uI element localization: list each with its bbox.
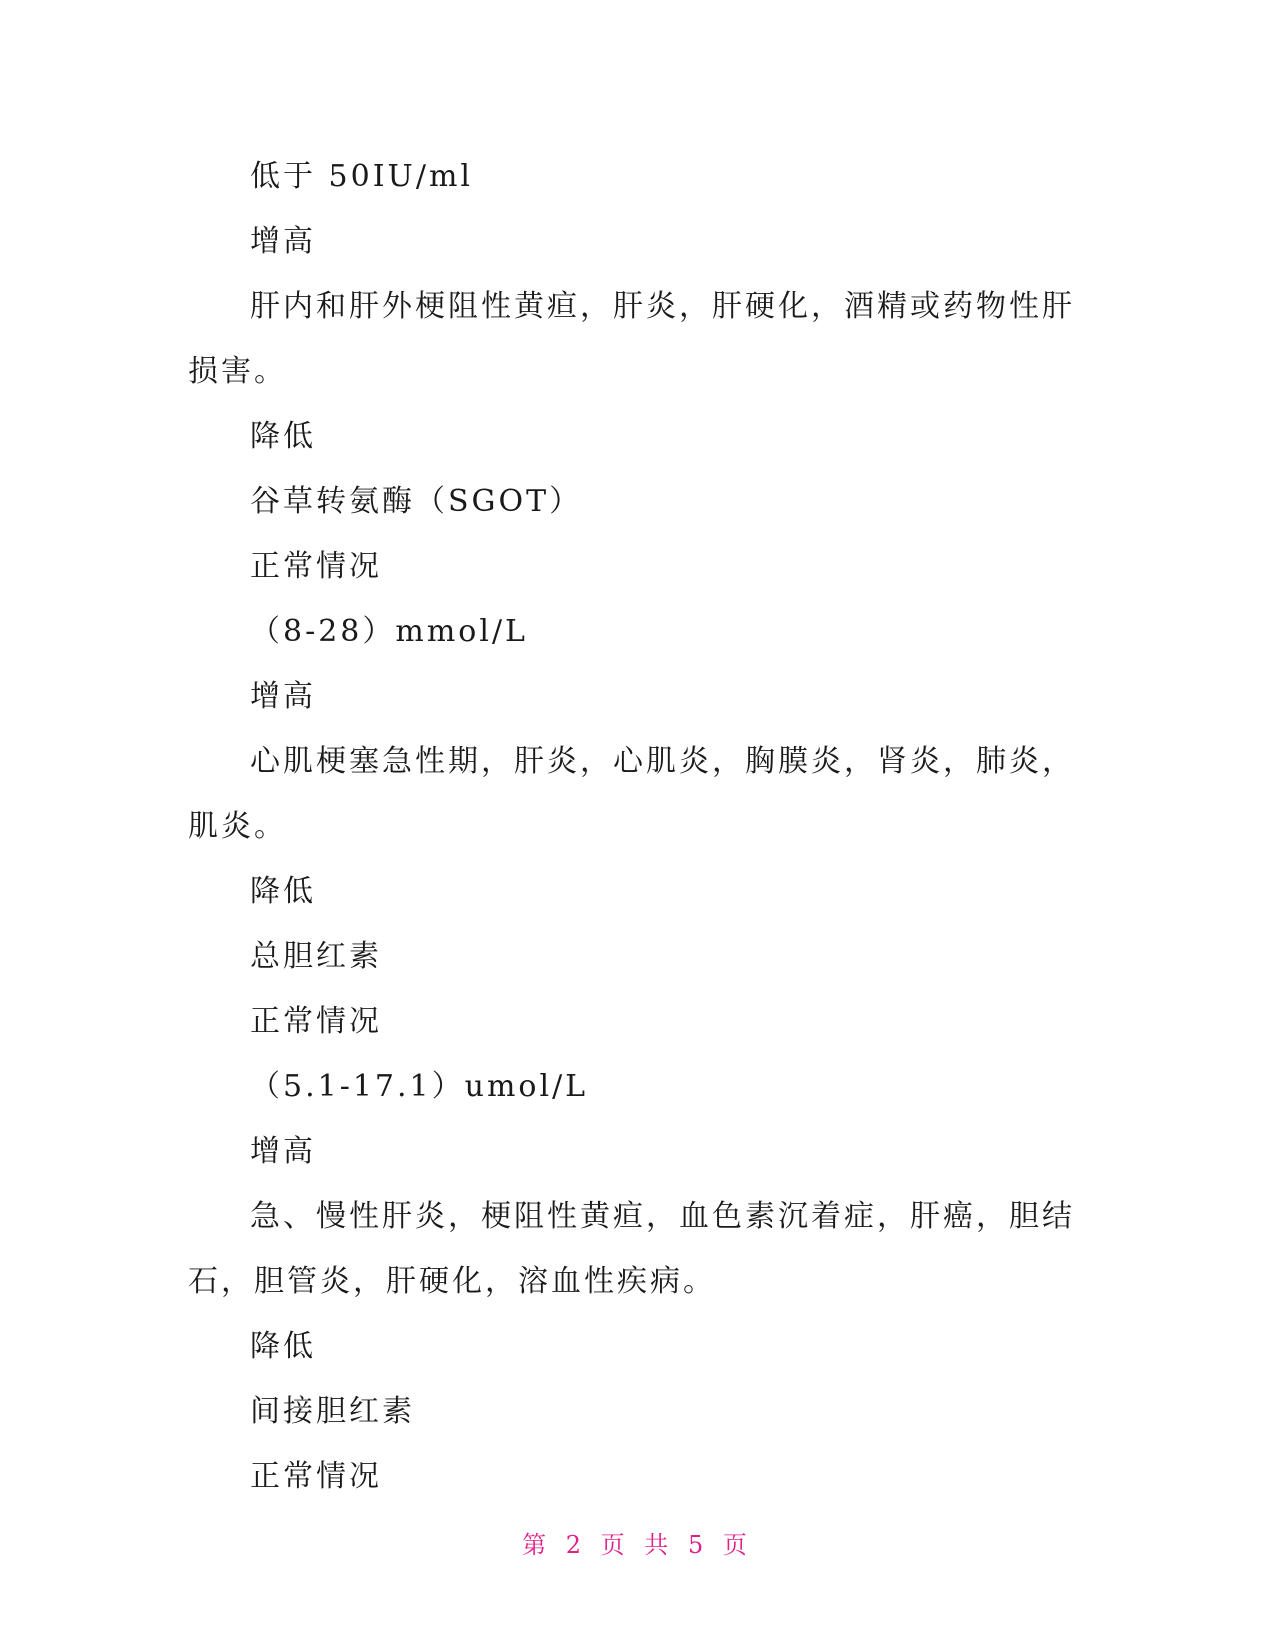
paragraph: 增高 bbox=[250, 679, 316, 714]
paragraph: （8-28）mmol/L bbox=[250, 614, 528, 649]
page-footer bbox=[0, 1530, 1275, 1560]
footer-prefix: 第 bbox=[522, 1531, 553, 1559]
paragraph: 增高 bbox=[250, 224, 316, 259]
paragraph: 急、慢性肝炎，梗阻性黄疸，血色素沉着症，肝癌，胆结石，胆管炎，肝硬化，溶血性疾病。 bbox=[188, 1199, 1075, 1299]
paragraph: 心肌梗塞急性期，肝炎，心肌炎，胸膜炎，肾炎，肺炎，肌炎。 bbox=[188, 744, 1075, 844]
paragraph: 谷草转氨酶（SGOT） bbox=[250, 484, 583, 519]
paragraph: 正常情况 bbox=[250, 1459, 382, 1494]
paragraph: 肝内和肝外梗阻性黄疸，肝炎，肝硬化，酒精或药物性肝损害。 bbox=[188, 289, 1075, 389]
footer-current-page: 2 bbox=[565, 1531, 588, 1559]
paragraph: 正常情况 bbox=[250, 1004, 382, 1039]
footer-total-pages: 5 bbox=[687, 1531, 710, 1559]
paragraph: 降低 bbox=[250, 1329, 316, 1364]
paragraph: 正常情况 bbox=[250, 549, 382, 584]
paragraph: 增高 bbox=[250, 1134, 316, 1169]
paragraph: 间接胆红素 bbox=[250, 1394, 415, 1429]
paragraph: （5.1-17.1）umol/L bbox=[250, 1069, 589, 1104]
paragraph: 降低 bbox=[250, 874, 316, 909]
paragraph: 总胆红素 bbox=[250, 939, 382, 974]
paragraph: 低于 50IU/ml bbox=[250, 159, 473, 194]
footer-middle: 页 共 bbox=[600, 1531, 675, 1559]
document-body bbox=[188, 144, 1088, 1509]
footer-suffix: 页 bbox=[722, 1531, 753, 1559]
paragraph: 降低 bbox=[250, 419, 316, 454]
